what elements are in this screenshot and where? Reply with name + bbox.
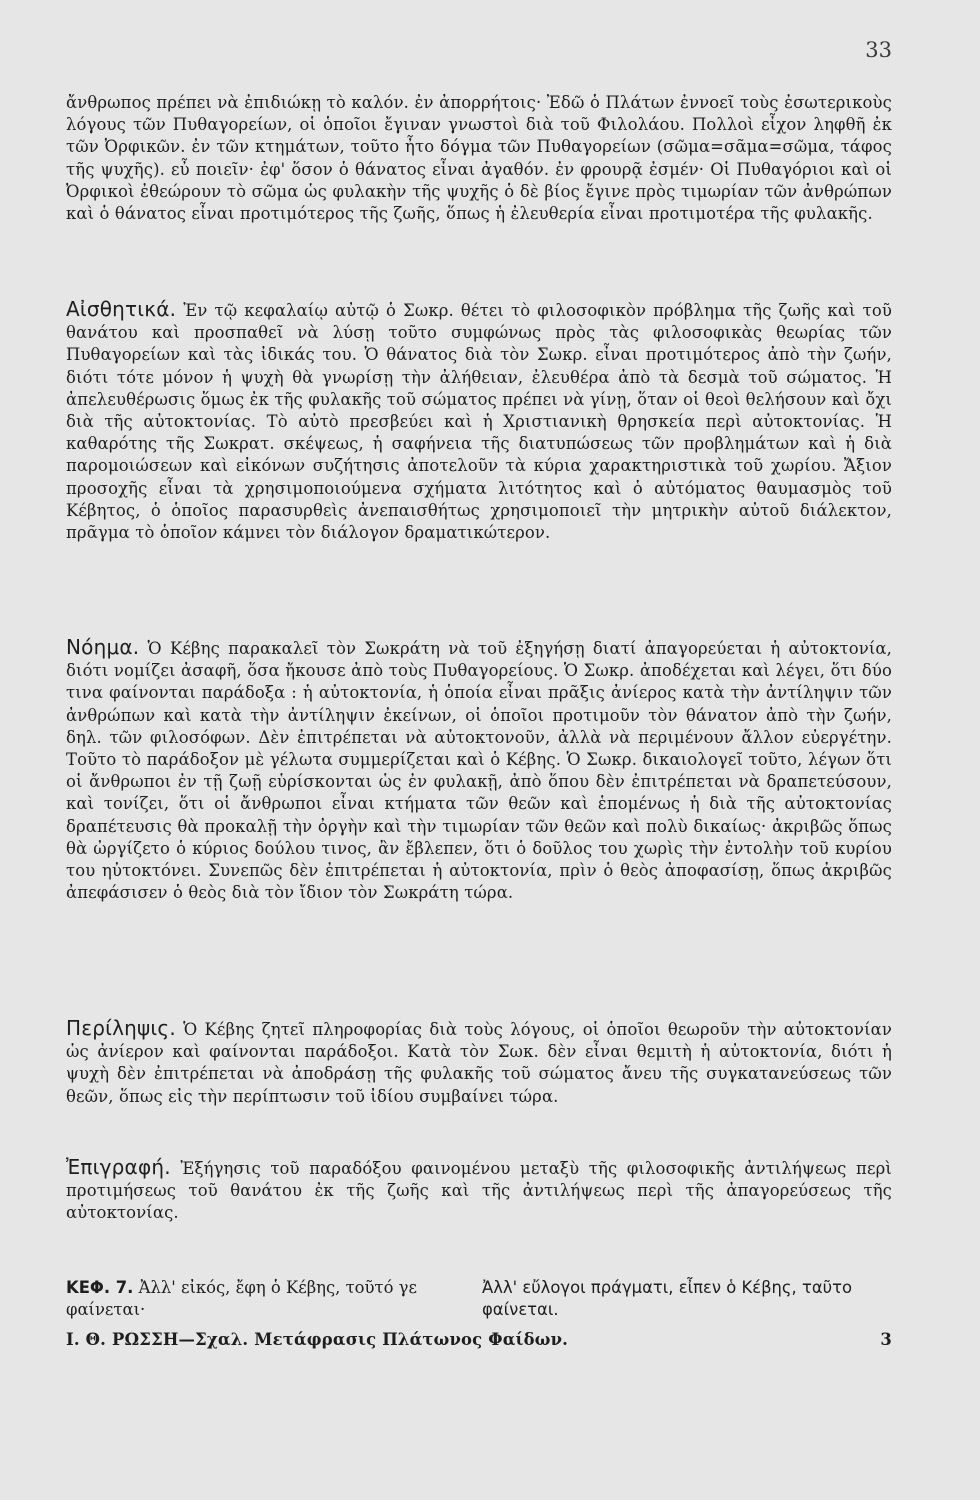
- perilipsis-section: [66, 1017, 892, 1108]
- perilipsis-text: Ὁ Κέβης ζητεῖ πληροφορίας διὰ τοὺς λόγους, οἱ ὁποῖοι θεωροῦν τὴν αὐτοκτονίαν ὡς ἀνίερον καὶ φαίνονται παράδοξοι. Κατὰ τὸν Σωκ. δὲν εἶναι θεμιτὴ ἡ αὐτοκτονία, διότι ἡ ψυχὴ δὲν ἐπιτρέπεται νὰ ἀποδράσῃ τῆς φυλακῆς τοῦ σώματος ἄνευ τῆς συγκατανεύσεως τῶν θεῶν, ὅπως εἰς τὴν περίπτωσιν τοῦ ἰδίου συμβαίνει τώρα.: [66, 1020, 892, 1106]
- chapter-7-row: [66, 1277, 892, 1321]
- page-footer: [66, 1329, 892, 1351]
- noema-text: Ὁ Κέβης παρακαλεῖ τὸν Σωκράτη νὰ τοῦ ἐξηγήσῃ διατί ἀπαγορεύεται ἡ αὐτοκτονία, διότι νομίζει ἀσαφῆ, ὅσα ἤκουσε ἀπὸ τοὺς Πυθαγορείους. Ὁ Σωκρ. ἀποδέχεται καὶ λέγει, ὅτι δύο τινα φαίνονται παράδοξα : ἡ αὐτοκτονία, ἡ ὁποία εἶναι πρᾶξις ἀνίερος κατὰ τὴν ἀντίληψιν τῶν ἀνθρώπων καὶ κατὰ τὴν ἀντίληψιν ἐκείνων, οἱ ὁποῖοι προτιμοῦν τὸν θάνατον ἀπὸ τὴν ζωήν, δηλ. τῶν φιλοσόφων. Δὲν ἐπιτρέπεται νὰ αὐτοκτονοῦν, ἀλλὰ νὰ περιμένουν ἄλλον εὐεργέτην. Τοῦτο τὸ παράδοξον μὲ γέλωτα συμμερίζεται καὶ ὁ Κέβης. Ὁ Σωκρ. δικαιολογεῖ τοῦτο, λέγων ὅτι οἱ ἄνθρωποι ἐν τῇ ζωῇ εὑρίσκονται ὡς ἐν φυλακῇ, ἀπὸ ὅπου δὲν ἐπιτρέπεται νὰ δραπετεύσουν, καὶ τονίζει, ὅτι οἱ ἄνθρωποι εἶναι κτήματα τῶν θεῶν καὶ ἑπομένως ἡ διὰ τῆς αὐτοκτονίας δραπέτευσις θὰ προκαλῇ τὴν ὀργὴν καὶ τὴν τιμωρίαν τῶν θεῶν καὶ πολὺ δικαίως· ἀκριβῶς ὅπως θὰ ὠργίζετο ὁ κύριος δούλου τινος, ἂν ἔβλεπεν, ὅτι ὁ δοῦλος του χωρὶς τὴν ἐντολὴν τοῦ κυρίου του ηὐτοκτόνει. Συνεπῶς δὲν ἐπιτρέπεται ἡ αὐτοκτονία, πρὶν ὁ θεὸς ἀποφασίσῃ, ὅπως ἀκριβῶς ἀπεφάσισεν ὁ θεὸς διὰ τὸν ἴδιον τὸν Σωκράτη τώρα.: [66, 639, 892, 903]
- epigrafi-heading: Ἐπιγραφή.: [66, 1155, 171, 1179]
- intro-paragraph: [66, 92, 892, 225]
- aisthetika-heading: Αἰσθητικά.: [66, 297, 177, 321]
- aisthetika-text: Ἐν τῷ κεφαλαίῳ αὐτῷ ὁ Σωκρ. θέτει τὸ φιλοσοφικὸν πρόβλημα τῆς ζωῆς καὶ τοῦ θανάτου καὶ προσπαθεῖ νὰ λύσῃ τοῦτο συμφώνως πρὸς τὰς φιλοσοφικὰς θεωρίας τῶν Πυθαγορείων καὶ τὰς ἰδικάς του. Ὁ θάνατος διὰ τὸν Σωκρ. εἶναι προτιμότερος ἀπὸ τὴν ζωήν, διότι τότε μόνον ἡ ψυχὴ θὰ γνωρίσῃ τὴν ἀλήθειαν, ἐλευθέρα ἀπὸ τὰ δεσμὰ τοῦ σώματος. Ἡ ἀπελευθέρωσις ὅμως ἐκ τῆς φυλακῆς τοῦ σώματος πρέπει νὰ γίνῃ, ὅταν οἱ θεοὶ θελήσουν καὶ ὄχι διὰ τῆς αὐτοκτονίας. Τὸ αὐτὸ πρεσβεύει καὶ ἡ Χριστιανικὴ θρησκεία περὶ αὐτοκτονίας. Ἡ καθαρότης τῆς Σωκρατ. σκέψεως, ἡ σαφήνεια τῆς διατυπώσεως τῶν προβλημάτων καὶ ἡ διὰ παρομοιώσεων καὶ εἰκόνων συζήτησις ἀποτελοῦν τὰ κύρια χαρακτηριστικὰ τοῦ χωρίου. Ἄξιον προσοχῆς εἶναι τὰ χρησιμοποιούμενα σχήματα λιτότητος καὶ ὁ αὐτόματος θαυμασμὸς τοῦ Κέβητος, ὁ ὁποῖος παρασυρθεὶς ἀνεπαισθήτως χρησιμοποιεῖ τὴν μητρικὴν αὐτοῦ διάλεκτον, πρᾶγμα τὸ ὁποῖον κάμνει τὸν διάλογον δραματικώτερον.: [66, 301, 893, 543]
- intro-text: ἄνθρωπος πρέπει νὰ ἐπιδιώκῃ τὸ καλόν. ἐν ἀπορρήτοις· Ἐδῶ ὁ Πλάτων ἐννοεῖ τοὺς ἐσωτερικοὺς λόγους τῶν Πυθαγορείων, οἱ ὁποῖοι ἔγιναν γνωστοὶ διὰ τοῦ Φιλολάου. Πολλοὶ εἶχον ληφθῆ ἐκ τῶν Ὀρφικῶν. ἐν τῶν κτημάτων, τοῦτο ἦτο δόγμα τῶν Πυθαγορείων (σῶμα=σᾶμα=σῶμα, τάφος τῆς ψυχῆς). εὖ ποιεῖν· ἐφ' ὅσον ὁ θάνατος εἶναι ἀγαθόν. ἐν φρουρᾷ ἐσμέν· Οἱ Πυθαγόριοι καὶ οἱ Ὀρφικοὶ ἐθεώρουν τὸ σῶμα ὡς φυλακὴν τῆς ψυχῆς ὁ δὲ βίος ἔγινε πρὸς τιμωρίαν τῶν ἀνθρώπων καὶ ὁ θάνατος εἶναι προτιμότερος τῆς ζωῆς, ὅπως ἡ ἐλευθερία εἶναι προτιμοτέρα τῆς φυλακῆς.: [66, 93, 892, 224]
- noema-paragraph: [66, 636, 892, 904]
- chapter-greek-text: Ἀλλ' εἰκός, ἔφη ὁ Κέβης, τοῦτό γε φαίνεται·: [66, 1278, 417, 1319]
- aisthetika-section: [66, 298, 892, 544]
- perilipsis-paragraph: [66, 1017, 892, 1108]
- noema-heading: Νόημα.: [66, 635, 140, 659]
- chapter-7-greek: [66, 1277, 460, 1321]
- chapter-7-translation: Ἀλλ' εὔλογοι πράγματι, εἶπεν ὁ Κέβης, ταῦτο φαίνεται.: [482, 1278, 853, 1319]
- perilipsis-heading: Περίληψις.: [66, 1016, 176, 1040]
- epigrafi-paragraph: [66, 1156, 892, 1225]
- noema-section: [66, 636, 892, 904]
- epigrafi-section: [66, 1156, 892, 1225]
- footer-signature-number: 3: [880, 1330, 892, 1349]
- page-number: 33: [865, 38, 892, 62]
- epigrafi-text: Ἐξήγησις τοῦ παραδόξου φαινομένου μεταξὺ τῆς φιλοσοφικῆς ἀντιλήψεως περὶ προτιμήσεως τοῦ θανάτου ἐκ τῆς ζωῆς καὶ τῆς ἀντιλήψεως περὶ τῆς ἀπαγορεύσεως τῆς αὐτοκτονίας.: [66, 1159, 892, 1223]
- chapter-label: ΚΕΦ. 7.: [66, 1278, 134, 1297]
- aisthetika-paragraph: [66, 298, 892, 544]
- footer-title: Ι. Θ. ΡΩΣΣΗ—Σχαλ. Μετάφρασις Πλάτωνος Φαίδων.: [66, 1330, 569, 1349]
